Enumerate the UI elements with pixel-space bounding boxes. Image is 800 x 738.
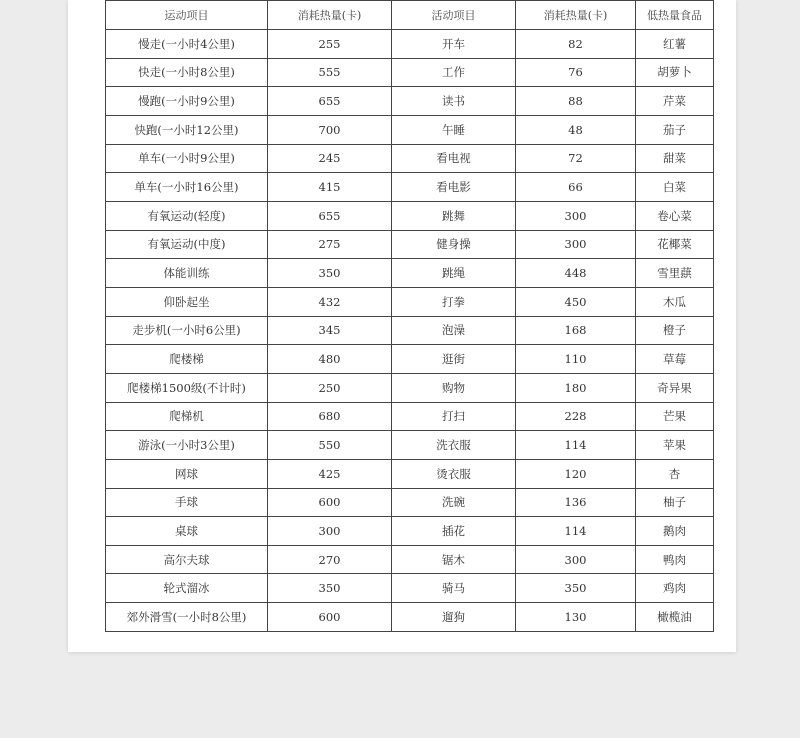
exercise-calories-cell: 250 xyxy=(268,373,392,402)
table-row xyxy=(106,431,714,460)
exercise-cell: 高尔夫球 xyxy=(106,545,268,574)
activity-cell: 打拳 xyxy=(392,287,516,316)
exercise-calories-cell: 600 xyxy=(268,488,392,517)
table-row xyxy=(106,87,714,116)
table-row xyxy=(106,230,714,259)
food-cell: 胡萝卜 xyxy=(636,58,714,87)
exercise-cell: 单车(一小时9公里) xyxy=(106,144,268,173)
exercise-calories-cell: 480 xyxy=(268,345,392,374)
exercise-cell: 桌球 xyxy=(106,517,268,546)
activity-cell: 烫衣服 xyxy=(392,459,516,488)
exercise-cell: 体能训练 xyxy=(106,259,268,288)
activity-cell: 购物 xyxy=(392,373,516,402)
activity-calories-cell: 88 xyxy=(516,87,636,116)
exercise-calories-cell: 350 xyxy=(268,574,392,603)
table-row xyxy=(106,316,714,345)
food-cell: 芒果 xyxy=(636,402,714,431)
activity-cell: 看电影 xyxy=(392,173,516,202)
food-cell: 苹果 xyxy=(636,431,714,460)
exercise-calories-cell: 555 xyxy=(268,58,392,87)
table-row xyxy=(106,30,714,59)
table-row xyxy=(106,115,714,144)
exercise-calories-cell: 432 xyxy=(268,287,392,316)
exercise-cell: 单车(一小时16公里) xyxy=(106,173,268,202)
table-row xyxy=(106,574,714,603)
header-activity: 活动项目 xyxy=(392,1,516,30)
table-row xyxy=(106,488,714,517)
activity-cell: 打扫 xyxy=(392,402,516,431)
table-row xyxy=(106,173,714,202)
activity-cell: 跳舞 xyxy=(392,201,516,230)
exercise-calories-cell: 700 xyxy=(268,115,392,144)
activity-cell: 健身操 xyxy=(392,230,516,259)
exercise-cell: 爬楼梯1500级(不计时) xyxy=(106,373,268,402)
header-exercise-calories: 消耗热量(卡) xyxy=(268,1,392,30)
activity-calories-cell: 114 xyxy=(516,431,636,460)
food-cell: 鸭肉 xyxy=(636,545,714,574)
table-row xyxy=(106,345,714,374)
activity-calories-cell: 82 xyxy=(516,30,636,59)
activity-calories-cell: 120 xyxy=(516,459,636,488)
exercise-calories-cell: 680 xyxy=(268,402,392,431)
table-row xyxy=(106,373,714,402)
table-row xyxy=(106,459,714,488)
activity-calories-cell: 300 xyxy=(516,201,636,230)
activity-cell: 开车 xyxy=(392,30,516,59)
activity-calories-cell: 450 xyxy=(516,287,636,316)
exercise-cell: 仰卧起坐 xyxy=(106,287,268,316)
activity-cell: 洗碗 xyxy=(392,488,516,517)
table-row xyxy=(106,259,714,288)
food-cell: 木瓜 xyxy=(636,287,714,316)
table-body xyxy=(106,30,714,632)
activity-calories-cell: 66 xyxy=(516,173,636,202)
exercise-cell: 快跑(一小时12公里) xyxy=(106,115,268,144)
table-row xyxy=(106,545,714,574)
activity-calories-cell: 48 xyxy=(516,115,636,144)
exercise-calories-cell: 655 xyxy=(268,201,392,230)
exercise-cell: 郊外滑雪(一小时8公里) xyxy=(106,603,268,632)
exercise-cell: 有氧运动(轻度) xyxy=(106,201,268,230)
table-row xyxy=(106,201,714,230)
exercise-calories-cell: 345 xyxy=(268,316,392,345)
table-row xyxy=(106,603,714,632)
food-cell: 杏 xyxy=(636,459,714,488)
table-header xyxy=(106,1,714,30)
food-cell: 红薯 xyxy=(636,30,714,59)
exercise-cell: 有氧运动(中度) xyxy=(106,230,268,259)
header-exercise: 运动项目 xyxy=(106,1,268,30)
calorie-table xyxy=(105,0,714,632)
activity-cell: 午睡 xyxy=(392,115,516,144)
food-cell: 茄子 xyxy=(636,115,714,144)
activity-calories-cell: 114 xyxy=(516,517,636,546)
exercise-cell: 爬梯机 xyxy=(106,402,268,431)
activity-calories-cell: 350 xyxy=(516,574,636,603)
document-page xyxy=(68,0,736,652)
food-cell: 白菜 xyxy=(636,173,714,202)
activity-cell: 插花 xyxy=(392,517,516,546)
exercise-calories-cell: 255 xyxy=(268,30,392,59)
exercise-cell: 网球 xyxy=(106,459,268,488)
table-row xyxy=(106,287,714,316)
activity-cell: 洗衣服 xyxy=(392,431,516,460)
exercise-cell: 轮式溜冰 xyxy=(106,574,268,603)
activity-calories-cell: 448 xyxy=(516,259,636,288)
table-row xyxy=(106,144,714,173)
activity-cell: 跳绳 xyxy=(392,259,516,288)
activity-cell: 看电视 xyxy=(392,144,516,173)
activity-cell: 骑马 xyxy=(392,574,516,603)
food-cell: 雪里蕻 xyxy=(636,259,714,288)
food-cell: 花椰菜 xyxy=(636,230,714,259)
food-cell: 橙子 xyxy=(636,316,714,345)
exercise-calories-cell: 245 xyxy=(268,144,392,173)
activity-calories-cell: 300 xyxy=(516,230,636,259)
exercise-cell: 慢跑(一小时9公里) xyxy=(106,87,268,116)
activity-cell: 泡澡 xyxy=(392,316,516,345)
activity-calories-cell: 180 xyxy=(516,373,636,402)
exercise-cell: 游泳(一小时3公里) xyxy=(106,431,268,460)
activity-cell: 读书 xyxy=(392,87,516,116)
exercise-calories-cell: 300 xyxy=(268,517,392,546)
food-cell: 鹅肉 xyxy=(636,517,714,546)
exercise-calories-cell: 655 xyxy=(268,87,392,116)
activity-cell: 锯木 xyxy=(392,545,516,574)
activity-calories-cell: 130 xyxy=(516,603,636,632)
exercise-calories-cell: 600 xyxy=(268,603,392,632)
exercise-cell: 慢走(一小时4公里) xyxy=(106,30,268,59)
header-row xyxy=(106,1,714,30)
header-activity-calories: 消耗热量(卡) xyxy=(516,1,636,30)
table-row xyxy=(106,517,714,546)
activity-cell: 逛街 xyxy=(392,345,516,374)
food-cell: 甜菜 xyxy=(636,144,714,173)
exercise-cell: 爬楼梯 xyxy=(106,345,268,374)
exercise-cell: 手球 xyxy=(106,488,268,517)
activity-cell: 遛狗 xyxy=(392,603,516,632)
activity-calories-cell: 136 xyxy=(516,488,636,517)
exercise-calories-cell: 425 xyxy=(268,459,392,488)
food-cell: 草莓 xyxy=(636,345,714,374)
exercise-cell: 走步机(一小时6公里) xyxy=(106,316,268,345)
activity-calories-cell: 110 xyxy=(516,345,636,374)
activity-calories-cell: 76 xyxy=(516,58,636,87)
food-cell: 奇异果 xyxy=(636,373,714,402)
activity-cell: 工作 xyxy=(392,58,516,87)
table-row xyxy=(106,402,714,431)
food-cell: 柚子 xyxy=(636,488,714,517)
food-cell: 橄榄油 xyxy=(636,603,714,632)
activity-calories-cell: 72 xyxy=(516,144,636,173)
activity-calories-cell: 168 xyxy=(516,316,636,345)
exercise-cell: 快走(一小时8公里) xyxy=(106,58,268,87)
food-cell: 芹菜 xyxy=(636,87,714,116)
header-low-calorie-food: 低热量食品 xyxy=(636,1,714,30)
activity-calories-cell: 300 xyxy=(516,545,636,574)
food-cell: 卷心菜 xyxy=(636,201,714,230)
exercise-calories-cell: 270 xyxy=(268,545,392,574)
exercise-calories-cell: 550 xyxy=(268,431,392,460)
exercise-calories-cell: 415 xyxy=(268,173,392,202)
activity-calories-cell: 228 xyxy=(516,402,636,431)
exercise-calories-cell: 275 xyxy=(268,230,392,259)
exercise-calories-cell: 350 xyxy=(268,259,392,288)
food-cell: 鸡肉 xyxy=(636,574,714,603)
table-row xyxy=(106,58,714,87)
